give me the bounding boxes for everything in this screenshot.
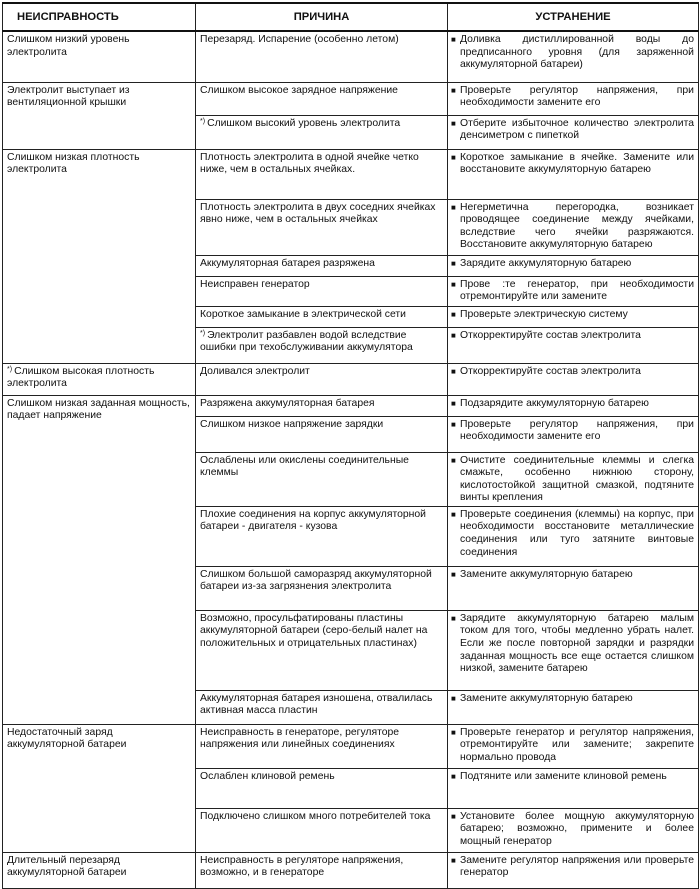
bullet-icon: ■ bbox=[451, 455, 456, 465]
remedy-text: Проверьте электрическую систему bbox=[460, 308, 628, 320]
bullet-icon: ■ bbox=[451, 309, 456, 319]
cause-text: Плотность электролита в одной ячейке четко ниже, чем в остальных ячейках. bbox=[200, 151, 419, 176]
table-row bbox=[3, 149, 699, 199]
fault-text: Электролит выступает из вентиляционной крышки bbox=[7, 84, 130, 109]
footnote-mark: *) bbox=[200, 117, 206, 125]
cause-text: Неисправен генератор bbox=[200, 278, 310, 290]
fault-cell bbox=[3, 363, 196, 395]
remedy-text: Зарядите аккумуляторную батарею малым током для того, чтобы медленно убрать налет. Если же после повторной зарядки и разрядки заданная мощность все еще остается слишком низкой, замените батарею bbox=[460, 612, 694, 675]
header-remedy: УСТРАНЕНИЕ bbox=[448, 3, 699, 31]
cause-cell bbox=[196, 610, 448, 690]
header-row bbox=[3, 3, 699, 31]
fault-text: Слишком низкий уровень электролита bbox=[7, 34, 130, 58]
cause-cell bbox=[196, 327, 448, 363]
fault-cell bbox=[3, 149, 196, 363]
fault-text: Длительный перезаряд аккумуляторной батареи bbox=[7, 854, 127, 879]
bullet-icon: ■ bbox=[451, 419, 456, 429]
cause-cell bbox=[196, 306, 448, 327]
remedy-cell bbox=[448, 149, 699, 199]
remedy-cell bbox=[448, 768, 699, 808]
remedy-cell bbox=[448, 506, 699, 566]
remedy-text: Отберите избыточное количество электролита денсиметром с пипеткой bbox=[460, 117, 694, 142]
remedy-cell bbox=[448, 199, 699, 255]
cause-cell bbox=[196, 149, 448, 199]
fault-text: Недостаточный заряд аккумуляторной батареи bbox=[7, 726, 127, 751]
cause-text: Аккумуляторная батарея изношена, отвалилась активная масса пластин bbox=[200, 692, 433, 717]
fault-cell bbox=[3, 31, 196, 82]
cause-cell bbox=[196, 808, 448, 852]
table-row bbox=[3, 852, 699, 888]
remedy-cell bbox=[448, 363, 699, 395]
bullet-icon: ■ bbox=[451, 258, 456, 268]
bullet-icon: ■ bbox=[451, 811, 456, 821]
bullet-icon: ■ bbox=[451, 202, 456, 212]
cause-text: Подключено слишком много потребителей тока bbox=[200, 810, 431, 822]
remedy-text: Зарядите аккумуляторную батарею bbox=[460, 257, 632, 269]
fault-text: Слишком низкая плотность электролита bbox=[7, 151, 140, 176]
cause-text: Разряжена аккумуляторная батарея bbox=[200, 397, 375, 409]
footnote-mark: *) bbox=[200, 329, 206, 337]
cause-cell bbox=[196, 255, 448, 276]
cause-cell bbox=[196, 115, 448, 149]
footnote-mark: *) bbox=[7, 365, 13, 373]
cause-text: Возможно, просульфатированы пластины аккумуляторной батареи (серо-белый налет на положительных и отрицательных пластинах) bbox=[200, 612, 428, 650]
cause-text: Слишком высокое зарядное напряжение bbox=[200, 84, 398, 96]
bullet-icon: ■ bbox=[451, 855, 456, 865]
bullet-icon: ■ bbox=[451, 366, 456, 376]
cause-cell bbox=[196, 690, 448, 724]
remedy-text: Откорректируйте состав электролита bbox=[460, 329, 641, 341]
fault-cell bbox=[3, 724, 196, 852]
cause-text: Неисправность в регуляторе напряжения, возможно, и в генераторе bbox=[200, 854, 404, 879]
remedy-text: Замените аккумуляторную батарею bbox=[460, 568, 633, 580]
remedy-text: Прове :те генератор, при необходимости отремонтируйте или замените bbox=[460, 278, 694, 303]
bullet-icon: ■ bbox=[451, 613, 456, 623]
cause-cell bbox=[196, 199, 448, 255]
remedy-text: Короткое замыкание в ячейке. Замените или восстановите аккумуляторную батарею bbox=[460, 151, 694, 176]
remedy-text: Замените регулятор напряжения или проверьте генератор bbox=[460, 854, 694, 879]
troubleshooting-table bbox=[2, 2, 699, 889]
bullet-icon: ■ bbox=[451, 85, 456, 95]
header-fault: НЕИСПРАВНОСТЬ bbox=[3, 3, 196, 31]
bullet-icon: ■ bbox=[451, 279, 456, 289]
cause-text: Слишком большой саморазряд аккумуляторной батареи из-за загрязнения электролита bbox=[200, 568, 432, 593]
remedy-text: Замените аккумуляторную батарею bbox=[460, 692, 633, 704]
remedy-cell bbox=[448, 395, 699, 416]
bullet-icon: ■ bbox=[451, 693, 456, 703]
cause-text: Плотность электролита в двух соседних ячейках явно ниже, чем в остальных ячейках bbox=[200, 201, 436, 226]
remedy-text: Проверьте генератор и регулятор напряжения, отремонтируйте или замените; закрепите нормально провода bbox=[460, 726, 694, 764]
cause-text: Плохие соединения на корпус аккумуляторной батареи - двигателя - кузова bbox=[200, 508, 426, 533]
remedy-cell bbox=[448, 115, 699, 149]
table-body bbox=[3, 31, 699, 888]
bullet-icon: ■ bbox=[451, 35, 456, 44]
remedy-cell bbox=[448, 724, 699, 768]
remedy-cell bbox=[448, 452, 699, 506]
cause-cell bbox=[196, 724, 448, 768]
remedy-text: Проверьте регулятор напряжения, при необходимости замените его bbox=[460, 84, 694, 109]
bullet-icon: ■ bbox=[451, 509, 456, 519]
cause-text: Короткое замыкание в электрической сети bbox=[200, 308, 406, 320]
remedy-cell bbox=[448, 690, 699, 724]
cause-cell bbox=[196, 363, 448, 395]
remedy-text: Проверьте регулятор напряжения, при необходимости замените его bbox=[460, 418, 694, 443]
cause-text: Ослаблены или окислены соединительные клеммы bbox=[200, 454, 409, 479]
fault-text: Слишком низкая заданная мощность, падает напряжение bbox=[7, 397, 190, 422]
cause-text: Неисправность в генераторе, регуляторе напряжения или линейных соединениях bbox=[200, 726, 400, 751]
cause-text: Ослаблен клиновой ремень bbox=[200, 770, 335, 782]
cause-cell bbox=[196, 566, 448, 610]
fault-text: Слишком высокая плотность электролита bbox=[7, 365, 155, 390]
cause-cell bbox=[196, 395, 448, 416]
table-row bbox=[3, 82, 699, 115]
remedy-text: Очистите соединительные клеммы и слегка смажьте, особенно нижнюю сторону, кислотостойкой защитной смазкой, подтяните винты крепления bbox=[460, 454, 694, 504]
cause-cell bbox=[196, 452, 448, 506]
table-row bbox=[3, 395, 699, 416]
table-row bbox=[3, 31, 699, 82]
cause-text: Слишком низкое напряжение зарядки bbox=[200, 418, 384, 430]
fault-cell bbox=[3, 395, 196, 724]
table-row bbox=[3, 363, 699, 395]
cause-text: Слишком высокий уровень электролита bbox=[207, 117, 401, 129]
remedy-text: Проверьте соединения (клеммы) на корпус, при необходимости восстановите металлические соединения или туго затяните винтовые соединения bbox=[460, 508, 694, 558]
remedy-cell bbox=[448, 82, 699, 115]
bullet-icon: ■ bbox=[451, 118, 456, 128]
cause-text: Перезаряд. Испарение (особенно летом) bbox=[200, 34, 399, 45]
fault-cell bbox=[3, 852, 196, 888]
remedy-cell bbox=[448, 566, 699, 610]
cause-text: Доливался электролит bbox=[200, 365, 310, 377]
bullet-icon: ■ bbox=[451, 398, 456, 408]
remedy-cell bbox=[448, 306, 699, 327]
cause-cell bbox=[196, 416, 448, 452]
remedy-text: Установите более мощную аккумуляторную батарею; возможно, примените и более мощный генератор bbox=[460, 810, 694, 848]
remedy-cell bbox=[448, 610, 699, 690]
bullet-icon: ■ bbox=[451, 569, 456, 579]
remedy-text: Доливка дистиллированной воды до предписанного уровня (для заряженной аккумуляторной батареи) bbox=[460, 34, 694, 71]
remedy-text: Подзарядите аккумуляторную батарею bbox=[460, 397, 649, 409]
cause-cell bbox=[196, 768, 448, 808]
bullet-icon: ■ bbox=[451, 727, 456, 737]
header-cause: ПРИЧИНА bbox=[196, 3, 448, 31]
remedy-cell bbox=[448, 327, 699, 363]
remedy-text: Негерметична перегородка, возникает проводящее соединение между ячейками, вследствие чего ячейки разряжаются. Восстановите аккумуляторную батарею bbox=[460, 201, 694, 251]
cause-cell bbox=[196, 31, 448, 82]
bullet-icon: ■ bbox=[451, 152, 456, 162]
remedy-cell bbox=[448, 416, 699, 452]
remedy-cell bbox=[448, 31, 699, 82]
cause-cell bbox=[196, 276, 448, 306]
cause-cell bbox=[196, 852, 448, 888]
bullet-icon: ■ bbox=[451, 771, 456, 781]
cause-cell bbox=[196, 82, 448, 115]
remedy-cell bbox=[448, 852, 699, 888]
fault-cell bbox=[3, 82, 196, 149]
remedy-cell bbox=[448, 808, 699, 852]
cause-cell bbox=[196, 506, 448, 566]
remedy-cell bbox=[448, 276, 699, 306]
remedy-text: Откорректируйте состав электролита bbox=[460, 365, 641, 377]
bullet-icon: ■ bbox=[451, 330, 456, 340]
table-row bbox=[3, 724, 699, 768]
remedy-cell bbox=[448, 255, 699, 276]
cause-text: Электролит разбавлен водой вследствие ошибки при техобслуживании аккумулятора bbox=[200, 329, 413, 354]
remedy-text: Подтяните или замените клиновой ремень bbox=[460, 770, 667, 782]
cause-text: Аккумуляторная батарея разряжена bbox=[200, 257, 375, 269]
